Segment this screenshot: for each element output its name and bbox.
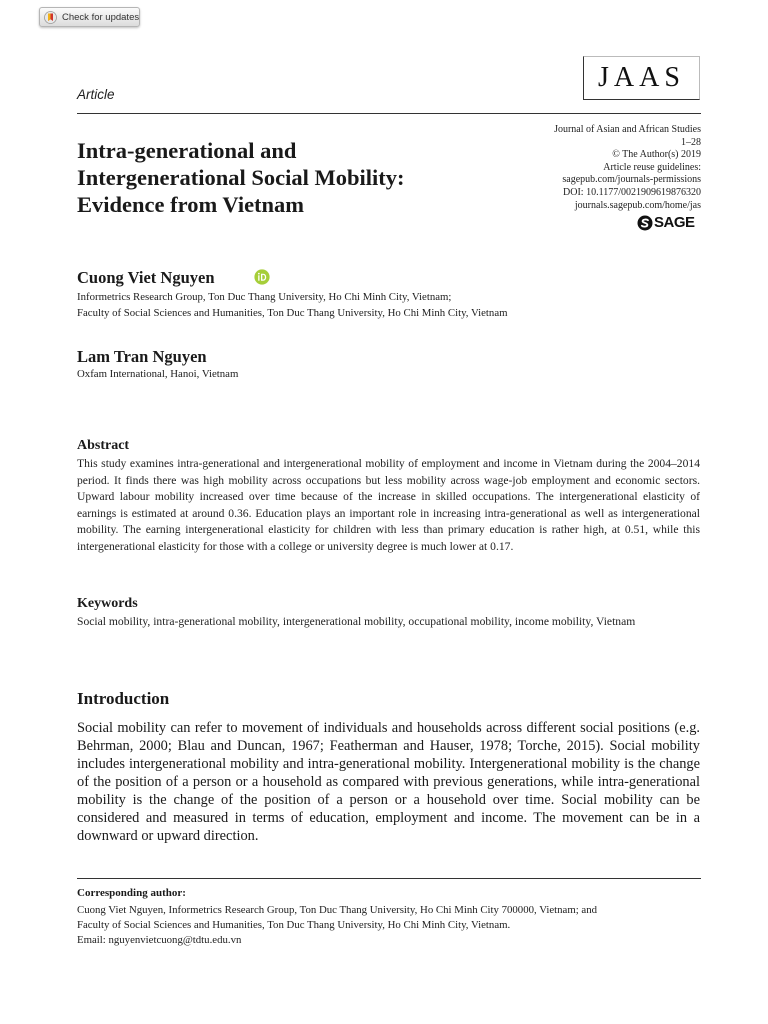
sage-circle-icon	[637, 215, 653, 231]
journal-name: Journal of Asian and African Studies	[554, 124, 701, 135]
journal-logo: JAAS	[583, 56, 700, 100]
keywords-text: Social mobility, intra-generational mobility, intergenerational mobility, occupational mobility, income mobility, Vietnam	[77, 615, 636, 628]
title-line: Evidence from Vietnam	[77, 192, 305, 217]
title-line: Intra-generational and	[77, 138, 297, 163]
bookmark-ribbon-icon	[44, 11, 57, 24]
corresponding-author-heading: Corresponding author:	[77, 887, 186, 899]
journal-metadata	[554, 124, 701, 212]
publisher-logo	[637, 214, 701, 232]
header-divider	[77, 113, 701, 114]
page-range: 1–28	[681, 136, 701, 148]
orcid-icon[interactable]	[254, 269, 270, 285]
reuse-guidelines-label: Article reuse guidelines:	[603, 161, 701, 173]
check-for-updates-label: Check for updates	[62, 12, 140, 23]
permissions-link[interactable]: sagepub.com/journals-permissions	[562, 174, 701, 186]
corresponding-author-details	[77, 903, 701, 948]
introduction-text: Social mobility can refer to movement of individuals and households across different social positions (e.g. Behrman, 2000; Blau and Duncan, 1967; Featherman and Hauser, 1978; Torche, 2015). Social mobility includes intergenerational mobility and intra-generational mobility. Intergenerational mobility is the change of the position of a person or a household as compared with previous generations, while intra-generational mobility is the change of the position of a person or a household over time. Social mobility can be considered and measured in terms of education, employment and income. The movement can be in a downward or upward direction.	[77, 720, 700, 844]
check-for-updates-button[interactable]	[39, 7, 140, 27]
corresponding-line: Faculty of Social Sciences and Humanities, Ton Duc Thang University, Ho Chi Minh City, Vietnam.	[77, 919, 511, 931]
corresponding-line: Cuong Viet Nguyen, Informetrics Research Group, Ton Duc Thang University, Ho Chi Minh City 700000, Vietnam; and	[77, 904, 598, 916]
title-line: Intergenerational Social Mobility:	[77, 165, 405, 190]
copyright: © The Author(s) 2019	[612, 149, 701, 161]
introduction-heading: Introduction	[77, 689, 170, 708]
abstract-heading: Abstract	[77, 438, 130, 453]
keywords-heading: Keywords	[77, 596, 138, 611]
author-affiliations-1	[77, 290, 508, 321]
paper-title	[77, 137, 517, 218]
doi-link[interactable]: DOI: 10.1177/0021909619876320	[563, 186, 701, 198]
abstract-text: This study examines intra-generational and intergenerational mobility of employment and income in Vietnam during the 2004–2014 period. It finds there was high mobility across occupations but less mobility across wage-job employment and economic sectors. Upward labour mobility increased over time because of the increase in skilled occupations. The intergenerational elasticity of earnings is estimated at around 0.36. Education plays an important role in increasing intra-generational as well as intergenerational mobility. The earning intergenerational elasticity for children with less than primary education is rather high, at 0.51, while this intergenerational elasticity for those with a college or university degree is much lower at 0.17.	[77, 457, 700, 553]
journal-home-link[interactable]: journals.sagepub.com/home/jas	[574, 199, 701, 211]
affiliation-line: Informetrics Research Group, Ton Duc Thang University, Ho Chi Minh City, Vietnam;	[77, 291, 452, 303]
author-name-2: Lam Tran Nguyen	[77, 347, 207, 366]
publisher-name: SAGE	[654, 214, 695, 231]
author-name-1: Cuong Viet Nguyen	[77, 268, 215, 287]
article-type-label: Article	[77, 87, 115, 102]
author-affiliations-2	[77, 367, 238, 383]
affiliation-line: Oxfam International, Hanoi, Vietnam	[77, 368, 239, 380]
footer-divider	[77, 878, 701, 879]
affiliation-line: Faculty of Social Sciences and Humanities, Ton Duc Thang University, Ho Chi Minh City, Vietnam	[77, 306, 508, 319]
corresponding-email[interactable]: Email: nguyenvietcuong@tdtu.edu.vn	[77, 934, 242, 946]
